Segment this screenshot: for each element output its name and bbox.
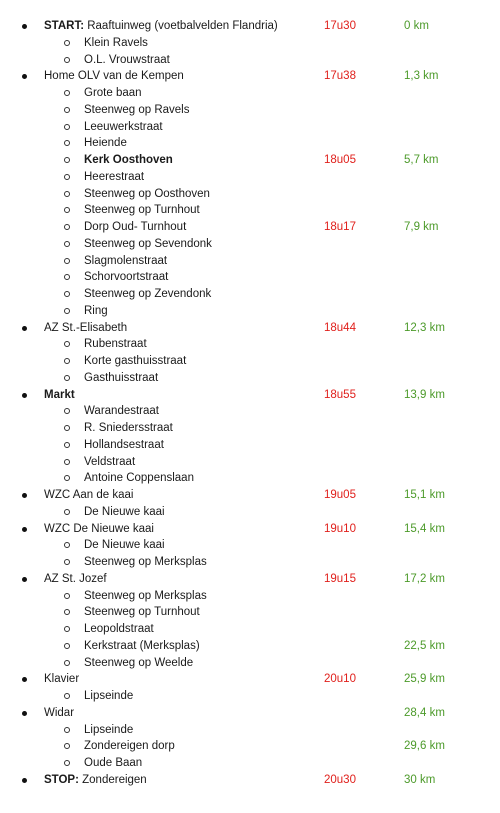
location-name: Steenweg op Zevendonk: [84, 288, 212, 300]
hollow-bullet-icon: [64, 207, 70, 213]
location-name: Steenweg op Ravels: [84, 103, 190, 116]
location-label: [84, 588, 207, 605]
stop-item: [0, 671, 500, 688]
stop-item: [0, 68, 500, 85]
hollow-bullet-icon: [64, 593, 70, 599]
distance-value: 1,3 km: [404, 70, 439, 83]
stop-item: [0, 571, 500, 588]
location-name: Ring: [84, 304, 108, 317]
location-name: Dorp Oud- Turnhout: [84, 221, 187, 233]
street-item: [0, 52, 500, 69]
bullet-icon: [22, 778, 27, 783]
location-label: [84, 755, 142, 772]
location-name: Klein Ravels: [84, 36, 148, 49]
arrival-time: 17u38: [324, 70, 356, 83]
location-name: Zondereigen: [78, 773, 147, 786]
street-item: [0, 370, 500, 387]
street-item: [0, 638, 500, 655]
hollow-bullet-icon: [64, 542, 70, 548]
bullet-icon: [22, 393, 27, 398]
bullet-icon: [22, 527, 27, 532]
hollow-bullet-icon: [64, 727, 70, 733]
location-name: Slagmolenstraat: [84, 254, 168, 267]
location-label: [84, 604, 200, 621]
arrival-time: 18u05: [324, 154, 356, 166]
location-label: [84, 286, 211, 303]
location-label: [44, 487, 133, 504]
route-list: [0, 18, 500, 789]
hollow-bullet-icon: [64, 626, 70, 632]
location-name: Oude Baan: [84, 757, 143, 769]
street-item: [0, 253, 500, 270]
location-label: [84, 621, 154, 638]
hollow-bullet-icon: [64, 643, 70, 649]
location-label: [44, 772, 147, 789]
location-label: [44, 571, 107, 588]
location-name: Steenweg op Merksplas: [84, 589, 207, 602]
location-label: [84, 52, 170, 69]
location-name: Rubenstraat: [84, 338, 147, 351]
hollow-bullet-icon: [64, 157, 70, 163]
location-label: [84, 470, 194, 487]
location-label: [84, 269, 168, 286]
street-item: [0, 219, 500, 236]
location-label: [84, 738, 175, 755]
arrival-time: 19u10: [324, 522, 356, 535]
hollow-bullet-icon: [64, 224, 70, 230]
street-item: [0, 202, 500, 219]
arrival-time: 19u05: [324, 489, 356, 501]
street-item: [0, 353, 500, 370]
street-item: [0, 420, 500, 437]
street-item: [0, 688, 500, 705]
location-name: De Nieuwe kaai: [84, 539, 165, 552]
location-label: [84, 102, 189, 119]
street-item: [0, 537, 500, 554]
location-label: [84, 370, 158, 387]
street-item: [0, 655, 500, 672]
location-label: [84, 688, 133, 705]
street-item: [0, 604, 500, 621]
bullet-icon: [22, 493, 27, 498]
location-label: [84, 655, 193, 672]
street-item: [0, 269, 500, 286]
street-item: [0, 722, 500, 739]
location-name: Steenweg op Turnhout: [84, 204, 200, 217]
route-marker-label: START:: [44, 20, 85, 32]
location-name: Korte gasthuisstraat: [84, 355, 187, 367]
street-item: [0, 621, 500, 638]
distance-value: 25,9 km: [404, 673, 445, 686]
location-name: Schorvoortstraat: [84, 271, 169, 284]
location-name: Leeuwerkstraat: [84, 120, 163, 133]
location-label: [84, 169, 144, 186]
hollow-bullet-icon: [64, 140, 70, 146]
location-name: Antoine Coppenslaan: [84, 472, 194, 485]
location-name: Lipseinde: [84, 723, 134, 736]
stop-item: [0, 705, 500, 722]
bullet-icon: [22, 677, 27, 682]
street-item: [0, 588, 500, 605]
street-item: [0, 336, 500, 353]
location-label: [44, 18, 278, 35]
street-item: [0, 135, 500, 152]
stop-item: [0, 521, 500, 538]
distance-value: 28,4 km: [404, 706, 445, 719]
arrival-time: 20u30: [324, 773, 356, 786]
arrival-time: 20u10: [324, 673, 356, 686]
distance-value: 22,5 km: [404, 639, 445, 652]
location-name: Widar: [44, 706, 75, 719]
bullet-icon: [22, 74, 27, 79]
location-name: Steenweg op Weelde: [84, 656, 194, 669]
street-item: [0, 554, 500, 571]
location-label: [84, 437, 164, 454]
street-item: [0, 437, 500, 454]
location-name: Steenweg op Oosthoven: [84, 187, 210, 200]
street-item: [0, 85, 500, 102]
distance-value: 5,7 km: [404, 154, 439, 166]
distance-value: 13,9 km: [404, 388, 445, 401]
hollow-bullet-icon: [64, 358, 70, 364]
street-item: [0, 738, 500, 755]
street-item: [0, 286, 500, 303]
location-name: Heiende: [84, 137, 127, 150]
location-name: Warandestraat: [84, 405, 159, 418]
location-name: Steenweg op Sevendonk: [84, 237, 212, 250]
route-marker-label: STOP:: [44, 773, 79, 786]
street-item: [0, 152, 500, 169]
location-name: Lipseinde: [84, 690, 134, 702]
distance-value: 17,2 km: [404, 572, 445, 585]
hollow-bullet-icon: [64, 459, 70, 465]
location-name: Klavier: [44, 673, 80, 686]
hollow-bullet-icon: [64, 509, 70, 515]
location-name: Heerestraat: [84, 170, 145, 183]
bullet-icon: [22, 711, 27, 716]
street-item: [0, 303, 500, 320]
location-label: [44, 68, 184, 85]
location-name: Steenweg op Merksplas: [84, 556, 207, 568]
location-label: [44, 705, 74, 722]
stop-item: [0, 387, 500, 404]
location-name: Leopoldstraat: [84, 623, 154, 635]
bullet-icon: [22, 24, 27, 29]
distance-value: 29,6 km: [404, 740, 445, 753]
stop-item: [0, 320, 500, 337]
location-name: Hollandsestraat: [84, 438, 164, 451]
street-item: [0, 35, 500, 52]
hollow-bullet-icon: [64, 258, 70, 264]
location-label: [84, 119, 163, 136]
location-label: [84, 219, 186, 236]
street-item: [0, 504, 500, 521]
location-label: [44, 521, 154, 538]
location-name: Raaftuinweg (voetbalvelden Flandria): [84, 20, 278, 32]
location-label: [84, 454, 135, 471]
location-label: [44, 387, 75, 404]
hollow-bullet-icon: [64, 660, 70, 666]
location-label: [84, 236, 212, 253]
hollow-bullet-icon: [64, 90, 70, 96]
hollow-bullet-icon: [64, 291, 70, 297]
location-name: Zondereigen dorp: [84, 740, 175, 753]
hollow-bullet-icon: [64, 107, 70, 113]
hollow-bullet-icon: [64, 191, 70, 197]
location-name: Kerkstraat (Merksplas): [84, 639, 200, 652]
hollow-bullet-icon: [64, 124, 70, 130]
arrival-time: 19u15: [324, 572, 356, 585]
location-label: [84, 202, 200, 219]
location-label: [84, 85, 142, 102]
hollow-bullet-icon: [64, 375, 70, 381]
location-name: AZ St. Jozef: [44, 572, 107, 585]
hollow-bullet-icon: [64, 308, 70, 314]
location-name: De Nieuwe kaai: [84, 505, 165, 518]
street-item: [0, 403, 500, 420]
stop-item: [0, 18, 500, 35]
location-label: [84, 638, 200, 655]
location-name: Steenweg op Turnhout: [84, 606, 200, 619]
distance-value: 15,4 km: [404, 522, 445, 535]
street-item: [0, 102, 500, 119]
location-label: [84, 35, 148, 52]
location-name: Kerk Oosthoven: [84, 154, 173, 166]
street-item: [0, 755, 500, 772]
location-label: [84, 135, 127, 152]
street-item: [0, 454, 500, 471]
distance-value: 12,3 km: [404, 321, 445, 334]
arrival-time: 18u55: [324, 388, 356, 401]
location-label: [84, 420, 173, 437]
location-name: WZC De Nieuwe kaai: [44, 522, 154, 535]
location-label: [84, 186, 210, 203]
hollow-bullet-icon: [64, 425, 70, 431]
distance-value: 7,9 km: [404, 221, 439, 233]
distance-value: 15,1 km: [404, 489, 445, 501]
location-name: WZC Aan de kaai: [44, 489, 134, 501]
street-item: [0, 236, 500, 253]
hollow-bullet-icon: [64, 408, 70, 414]
location-name: Home OLV van de Kempen: [44, 70, 184, 83]
location-name: R. Sniedersstraat: [84, 422, 173, 434]
arrival-time: 17u30: [324, 20, 356, 32]
hollow-bullet-icon: [64, 559, 70, 565]
location-label: [84, 353, 186, 370]
hollow-bullet-icon: [64, 274, 70, 280]
hollow-bullet-icon: [64, 174, 70, 180]
location-label: [84, 253, 167, 270]
bullet-icon: [22, 326, 27, 331]
street-item: [0, 119, 500, 136]
location-name: Grote baan: [84, 87, 142, 99]
location-label: [84, 504, 165, 521]
hollow-bullet-icon: [64, 760, 70, 766]
distance-value: 30 km: [404, 773, 436, 786]
location-label: [84, 403, 159, 420]
location-label: [84, 722, 133, 739]
hollow-bullet-icon: [64, 341, 70, 347]
location-label: [44, 320, 127, 337]
arrival-time: 18u17: [324, 221, 356, 233]
stop-item: [0, 772, 500, 789]
location-label: [84, 554, 207, 571]
stop-item: [0, 487, 500, 504]
street-item: [0, 169, 500, 186]
bullet-icon: [22, 577, 27, 582]
location-name: O.L. Vrouwstraat: [84, 53, 170, 66]
hollow-bullet-icon: [64, 693, 70, 699]
location-label: [84, 303, 108, 320]
location-name: AZ St.-Elisabeth: [44, 321, 128, 334]
location-name: Veldstraat: [84, 455, 136, 468]
street-item: [0, 186, 500, 203]
location-label: [84, 537, 165, 554]
hollow-bullet-icon: [64, 57, 70, 63]
hollow-bullet-icon: [64, 609, 70, 615]
distance-value: 0 km: [404, 20, 429, 32]
location-name: Markt: [44, 388, 75, 401]
hollow-bullet-icon: [64, 40, 70, 46]
street-item: [0, 470, 500, 487]
location-name: Gasthuisstraat: [84, 371, 159, 384]
location-label: [84, 336, 147, 353]
hollow-bullet-icon: [64, 475, 70, 481]
arrival-time: 18u44: [324, 321, 356, 334]
location-label: [84, 152, 173, 169]
hollow-bullet-icon: [64, 743, 70, 749]
location-label: [44, 671, 79, 688]
hollow-bullet-icon: [64, 442, 70, 448]
hollow-bullet-icon: [64, 241, 70, 247]
